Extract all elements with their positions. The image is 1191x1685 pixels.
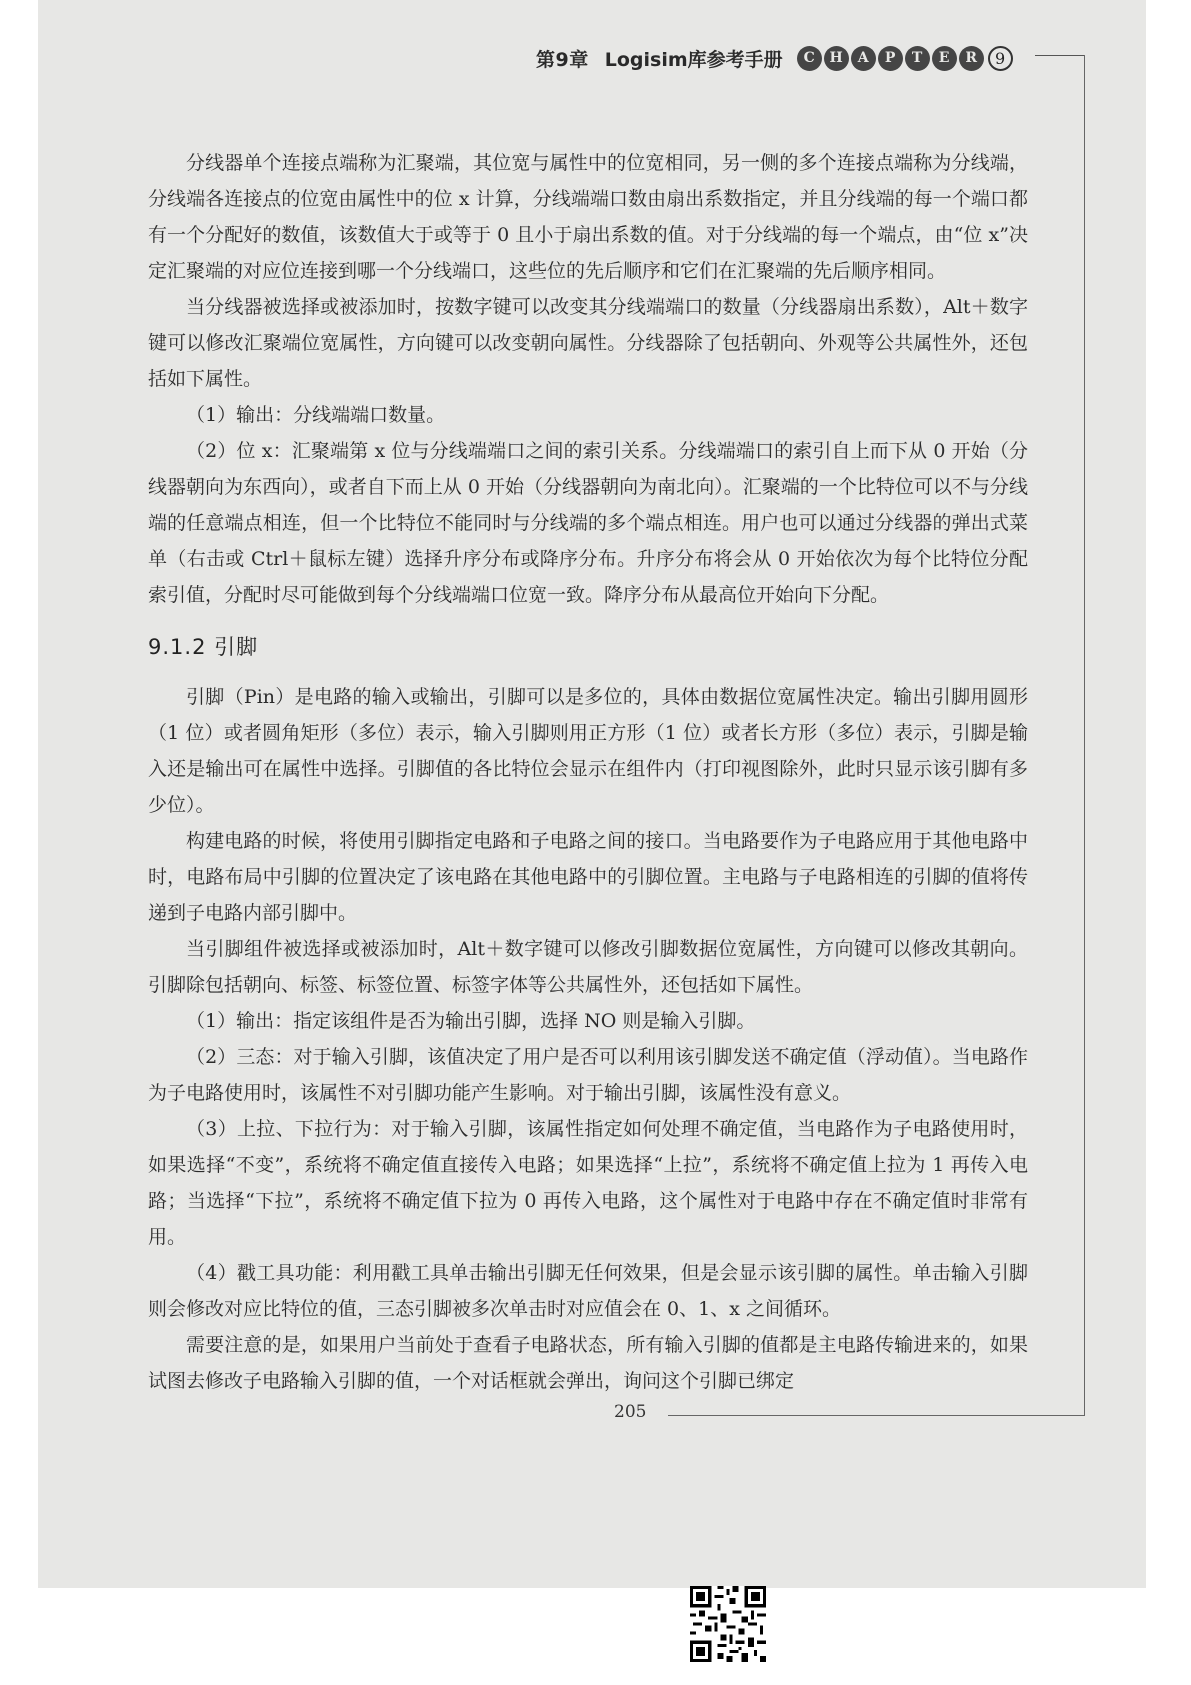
paragraph: 构建电路的时候，将使用引脚指定电路和子电路之间的接口。当电路要作为子电路应用于其他电路中时，电路布局中引脚的位置决定了该电路在其他电路中的引脚位置。主电路与子电路相连的引脚的值将传递到子电路内部引脚中。	[148, 830, 1028, 924]
chapter-label: 第9章	[536, 48, 589, 71]
paragraph: 当分线器被选择或被添加时，按数字键可以改变其分线端端口的数量（分线器扇出系数），Alt＋数字键可以修改汇聚端位宽属性，方向键可以改变朝向属性。分线器除了包括朝向、外观等公共属性外，还包括如下属性。	[148, 296, 1028, 390]
chapter-number-badge: 9	[988, 46, 1013, 71]
chapter-letters	[797, 46, 986, 71]
header-rule	[1035, 55, 1084, 56]
paragraph: 引脚（Pin）是电路的输入或输出，引脚可以是多位的，具体由数据位宽属性决定。输出引脚用圆形（1 位）或者圆角矩形（多位）表示，输入引脚则用正方形（1 位）或者长方形（多位）表示，引脚是输入还是输出可在属性中选择。引脚值的各比特位会显示在组件内（打印视图除外，此时只显示该引脚有多少位）。	[148, 686, 1028, 816]
paragraph: （3）上拉、下拉行为：对于输入引脚，该属性指定如何处理不确定值，当电路作为子电路使用时，如果选择“不变”，系统将不确定值直接传入电路；如果选择“上拉”，系统将不确定值上拉为 1 再传入电路；当选择“下拉”，系统将不确定值下拉为 0 再传入电路，这个属性对于电路中存在不确定值时非常有用。	[148, 1118, 1028, 1248]
book-title: Logisim库参考手册	[604, 48, 783, 71]
paragraph: （1）输出：指定该组件是否为输出引脚，选择 NO 则是输入引脚。	[186, 1010, 756, 1032]
section-heading: 9.1.2 引脚	[148, 635, 259, 659]
paragraph: （2）位 x：汇聚端第 x 位与分线端端口之间的索引关系。分线端端口的索引自上而下从 0 开始（分线器朝向为东西向），或者自下而上从 0 开始（分线器朝向为南北向）。汇聚端的一个比特位可以不与分线端的任意端点相连，但一个比特位不能同时与分线端的多个端点相连。用户也可以通过分线器的弹出式菜单（右击或 Ctrl＋鼠标左键）选择升序分布或降序分布。升序分布将会从 0 开始依次为每个比特位分配索引值，分配时尽可能做到每个分线端端口位宽一致。降序分布从最高位开始向下分配。	[148, 440, 1028, 606]
paragraph: （1）输出：分线端端口数量。	[186, 404, 446, 426]
chapter-letter: A	[851, 46, 876, 71]
footer-rule	[668, 1415, 1085, 1416]
margin-rule-corner	[1084, 1402, 1085, 1415]
paragraph: （2）三态：对于输入引脚，该值决定了用户是否可以利用该引脚发送不确定值（浮动值）。当电路作为子电路使用时，该属性不对引脚功能产生影响。对于输出引脚，该属性没有意义。	[148, 1046, 1028, 1104]
running-header	[536, 40, 1013, 76]
paragraph: 分线器单个连接点端称为汇聚端，其位宽与属性中的位宽相同，另一侧的多个连接点端称为分线端，分线端各连接点的位宽由属性中的位 x 计算，分线端端口数由扇出系数指定，并且分线端的每一个端口都有一个分配好的数值，该数值大于或等于 0 且小于扇出系数的值。对于分线端的每一个端点，由“位 x”决定汇聚端的对应位连接到哪一个分线端口，这些位的先后顺序和它们在汇聚端的先后顺序相同。	[148, 152, 1028, 282]
chapter-letter: P	[878, 46, 903, 71]
margin-rule	[1084, 55, 1085, 1402]
paragraph: 当引脚组件被选择或被添加时，Alt＋数字键可以修改引脚数据位宽属性，方向键可以修改其朝向。引脚除包括朝向、标签、标签位置、标签字体等公共属性外，还包括如下属性。	[148, 938, 1028, 996]
chapter-letter: H	[824, 46, 849, 71]
chapter-letter: C	[797, 46, 822, 71]
body-text	[148, 145, 1028, 1399]
book-page	[38, 0, 1146, 1588]
chapter-letter: T	[905, 46, 930, 71]
paragraph: 需要注意的是，如果用户当前处于查看子电路状态，所有输入引脚的值都是主电路传输进来的，如果试图去修改子电路输入引脚的值，一个对话框就会弹出，询问这个引脚已绑定	[148, 1334, 1028, 1392]
chapter-letter: E	[932, 46, 957, 71]
page-number: 205	[614, 1402, 647, 1422]
qr-code-icon	[690, 1586, 766, 1662]
paragraph: （4）戳工具功能：利用戳工具单击输出引脚无任何效果，但是会显示该引脚的属性。单击输入引脚则会修改对应比特位的值，三态引脚被多次单击时对应值会在 0、1、x 之间循环。	[148, 1262, 1028, 1320]
chapter-letter: R	[959, 46, 984, 71]
